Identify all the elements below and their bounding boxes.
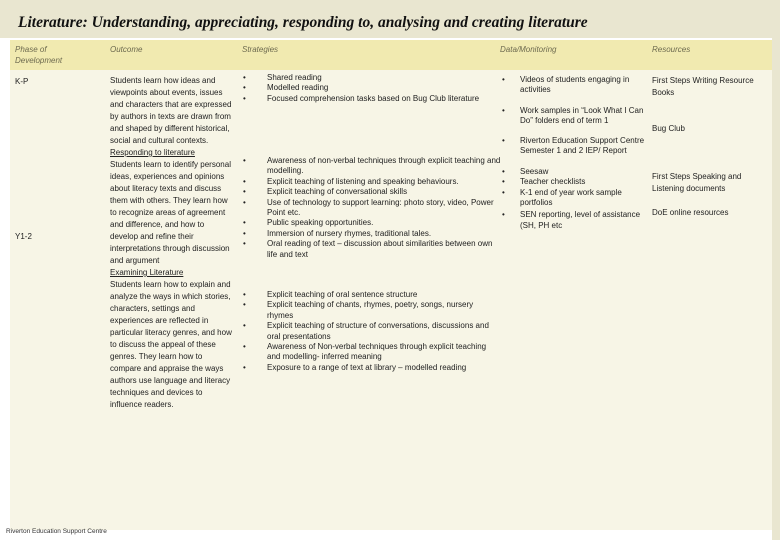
strategy-item: • Awareness of Non-verbal techniques through explicit teaching and modelling- inferred meaning [243, 342, 501, 363]
header-data-monitoring: Data/Monitoring [500, 45, 557, 54]
strategy-item: • Use of technology to support learning: photo story, video, Power Point etc. [243, 198, 501, 219]
outcome-column [110, 75, 234, 411]
phase-kp: K-P [15, 77, 29, 86]
resource-doe-online: DoE online resources [652, 208, 729, 217]
data-item: • Work samples in “Look What I Can Do” folders end of term 1 [496, 106, 646, 127]
data-item: • Seesaw [496, 167, 646, 177]
resource-first-steps-speaking: First Steps Speaking and Listening documents [652, 172, 742, 193]
strategies-list-1 [243, 73, 501, 104]
data-item: • SEN reporting, level of assistance (SH, PH etc [496, 210, 646, 231]
header-strategies: Strategies [242, 45, 279, 54]
data-monitoring-list-1 [496, 75, 646, 127]
strategies-list-2 [243, 156, 501, 260]
strategy-item: • Immersion of nursery rhymes, traditional tales. [243, 229, 501, 239]
outcome-responding-heading: Responding to literature [110, 148, 195, 157]
footer-school-name: Riverton Education Support Centre [6, 528, 107, 535]
data-item: • Videos of students engaging in activities [496, 75, 646, 96]
strategy-item: • Explicit teaching of listening and speaking behaviours. [243, 177, 501, 187]
strategy-item: • Exposure to a range of text at library – modelled reading [243, 363, 501, 373]
phase-y1-2: Y1-2 [15, 232, 32, 241]
header-phase: Phase of Development [15, 45, 63, 65]
strategy-item: • Focused comprehension tasks based on Bug Club literature [243, 94, 501, 104]
data-monitoring-list-2 [496, 136, 646, 231]
strategies-list-3 [243, 290, 501, 373]
header-outcome: Outcome [110, 45, 143, 54]
outcome-examining: Students learn how to explain and analyze the ways in which stories, characters, settings and experiences are reflected in particular literacy genres, and how to discuss the appeal of these genres. They learn how to compare and appraise the ways authors use language and literacy techniques and devices to influence readers. [110, 280, 232, 409]
strategy-item: • Modelled reading [243, 83, 501, 93]
page-title: Literature: Understanding, appreciating, responding to, analysing and creating literature [18, 14, 588, 31]
outcome-examining-heading: Examining Literature [110, 268, 184, 277]
literature-table [10, 40, 772, 530]
data-item: • Riverton Education Support Centre Semester 1 and 2 IEP/ Report [496, 136, 646, 157]
strategy-item: • Explicit teaching of oral sentence structure [243, 290, 501, 300]
side-accent-bar [772, 38, 780, 540]
resource-first-steps-writing: First Steps Writing Resource Books [652, 76, 754, 97]
data-item: • K-1 end of year work sample portfolios [496, 188, 646, 209]
strategy-item: • Oral reading of text – discussion about similarities between own life and text [243, 239, 501, 260]
header-resources: Resources [652, 45, 691, 54]
outcome-responding: Students learn to identify personal ideas, experiences and opinions about literacy texts and discuss them with others. They learn how to recognize areas of agreement and difference, and how to develop and refine their interpretations through discussion and argument [110, 160, 231, 265]
strategy-item: • Explicit teaching of conversational skills [243, 187, 501, 197]
strategy-item: • Shared reading [243, 73, 501, 83]
data-item: • Teacher checklists [496, 177, 646, 187]
strategy-item: • Explicit teaching of structure of conversations, discussions and oral presentations [243, 321, 501, 342]
outcome-intro: Students learn how ideas and viewpoints about events, issues and characters that are expressed by authors in texts are drawn from and shaped by different historical, social and cultural contexts. [110, 76, 232, 145]
strategy-item: • Explicit teaching of chants, rhymes, poetry, songs, nursery rhymes [243, 300, 501, 321]
strategy-item: • Public speaking opportunities. [243, 218, 501, 228]
resource-bug-club: Bug Club [652, 124, 685, 133]
strategy-item: • Awareness of non-verbal techniques through explicit teaching and modelling. [243, 156, 501, 177]
